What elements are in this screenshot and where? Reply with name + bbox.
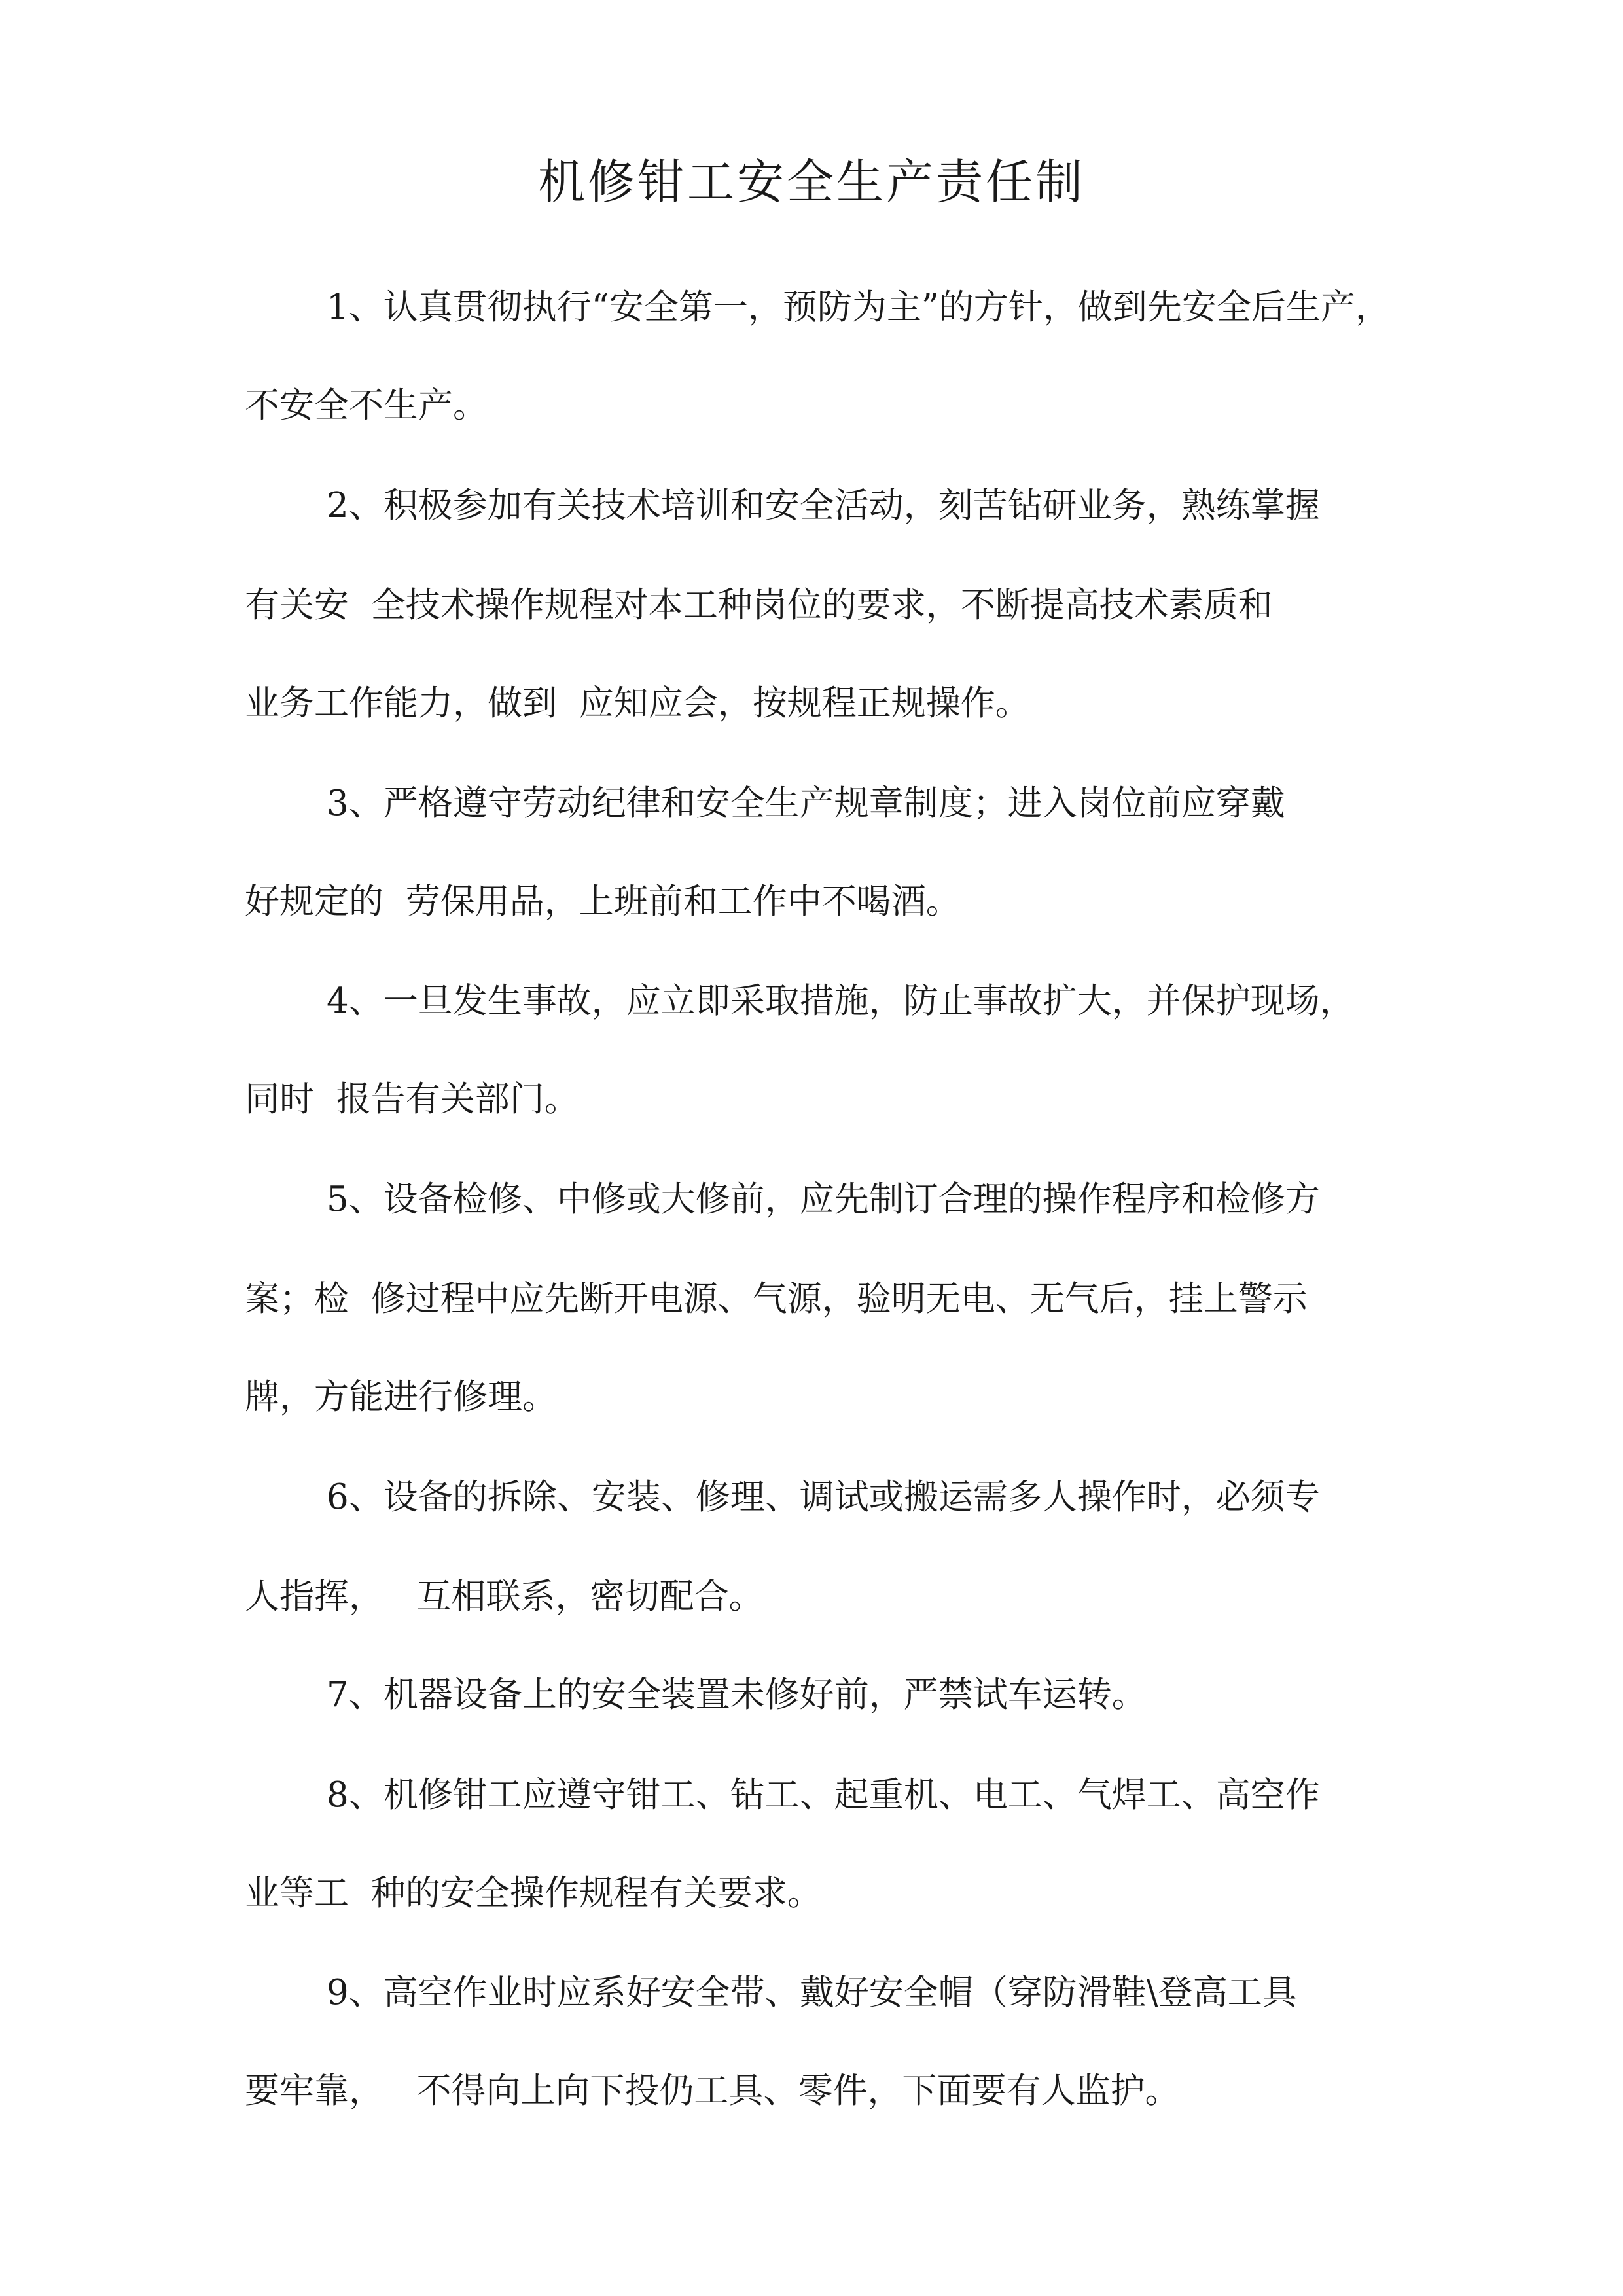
item-4-line-2: 同时 报告有关部门。 [245,1079,579,1119]
item-3-line-2: 好规定的 劳保用品，上班前和工作中不喝酒。 [245,882,961,922]
page-title: 机修钳工安全生产责任制 [537,154,1085,209]
item-2-line-2: 有关安 全技术操作规程对本工种岗位的要求，不断提高技术素质和 [245,585,1273,625]
item-7-line-1: 7、机器设备上的安全装置未修好前，严禁试车运转。 [327,1675,1147,1715]
item-3-line-1: 3、严格遵守劳动纪律和安全生产规章制度；进入岗位前应穿戴 [327,783,1285,823]
item-5-line-1: 5、设备检修、中修或大修前，应先制订合理的操作程序和检修方 [327,1179,1320,1219]
item-5-line-2: 案；检 修过程中应先断开电源、气源，验明无电、无气后，挂上警示 [245,1279,1308,1319]
item-9-line-1: 9、高空作业时应系好安全带、戴好安全帽（穿防滑鞋\登高工具 [327,1973,1297,2013]
item-8-line-2: 业等工 种的安全操作规程有关要求。 [245,1873,822,1913]
item-8-line-1: 8、机修钳工应遵守钳工、钻工、起重机、电工、气焊工、高空作 [327,1775,1320,1815]
item-1-line-2: 不安全不生产。 [245,386,488,425]
item-6-line-2: 人指挥， 互相联系，密切配合。 [245,1577,764,1617]
item-4-line-1: 4、一旦发生事故，应立即采取措施，防止事故扩大，并保护现场， [327,981,1355,1021]
item-6-line-1: 6、设备的拆除、安装、修理、调试或搬运需多人操作时，必须专 [327,1477,1320,1517]
item-9-line-2: 要牢靠， 不得向上向下投仍工具、零件，下面要有人监护。 [245,2071,1180,2111]
item-2-line-1: 2、积极参加有关技术培训和安全活动，刻苦钻研业务，熟练掌握 [327,486,1320,526]
item-1-line-1: 1、认真贯彻执行“安全第一，预防为主”的方针，做到先安全后生产， [327,287,1390,327]
item-5-line-3: 牌，方能进行修理。 [245,1377,557,1417]
item-2-line-3: 业务工作能力，做到 应知应会，按规程正规操作。 [245,683,1030,723]
